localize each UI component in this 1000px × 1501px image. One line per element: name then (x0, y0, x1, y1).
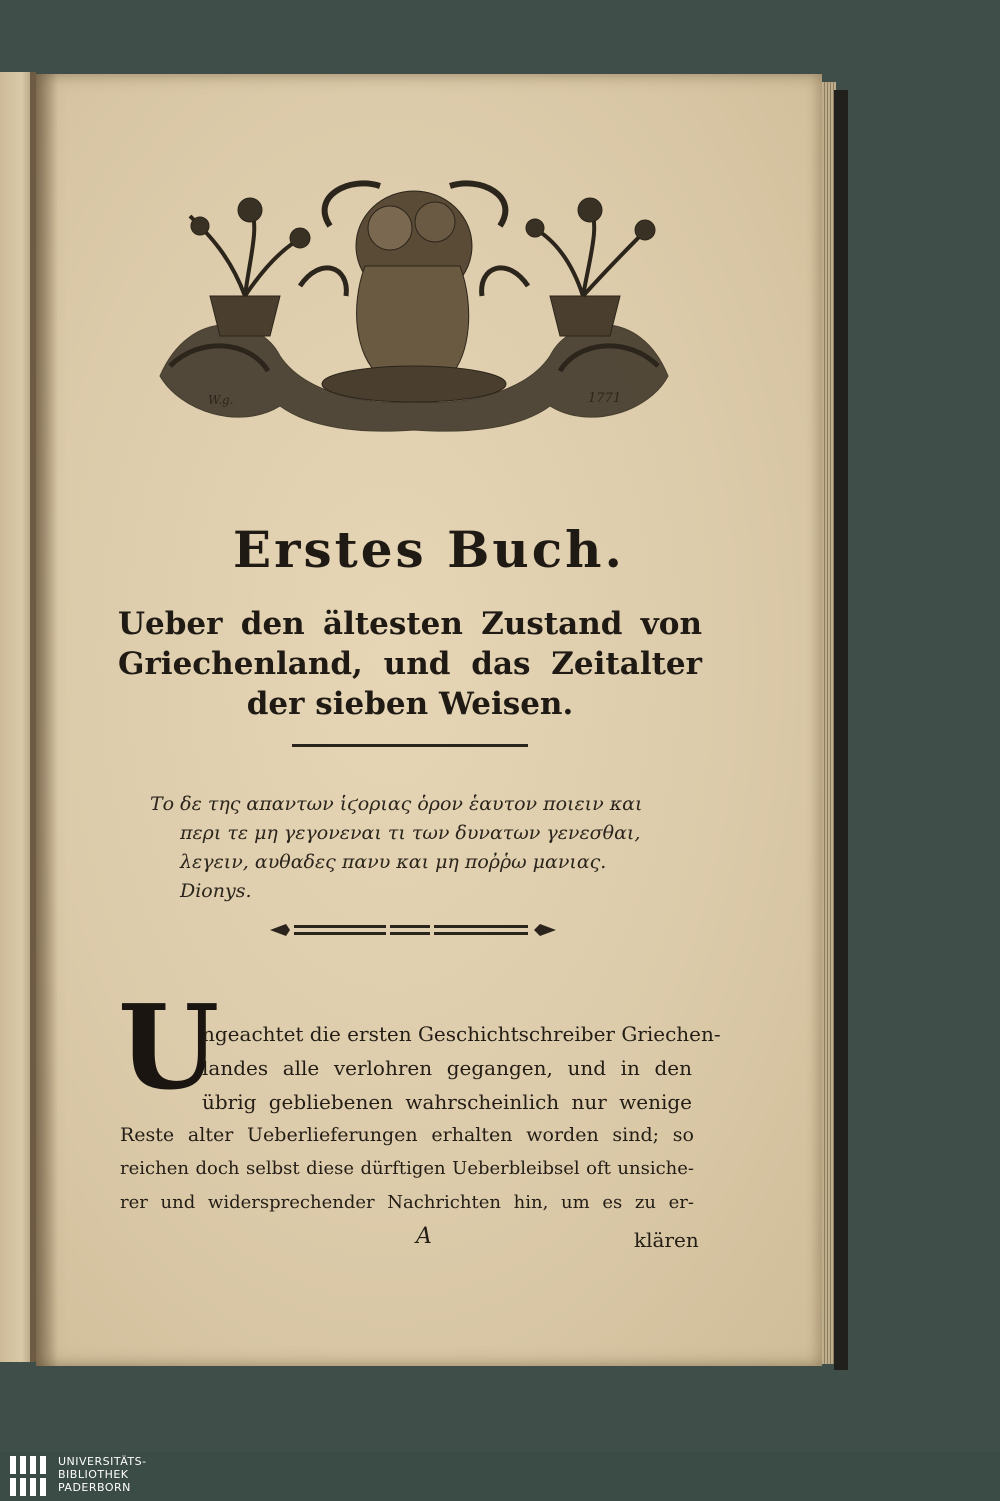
library-name-line: UNIVERSITÄTS- (58, 1455, 147, 1468)
footer-bar (0, 1452, 1000, 1501)
library-name-line: BIBLIOTHEK (58, 1468, 129, 1481)
body-line: reichen doch selbst diese dürftigen Ueberbleibsel oft unsiche- (120, 1158, 694, 1179)
library-logo-icon (8, 1454, 52, 1498)
drop-cap-initial: U (118, 980, 220, 1116)
ornamental-rule-icon (268, 920, 558, 940)
body-line: übrig gebliebenen wahrscheinlich nur wenige (202, 1090, 692, 1114)
divider-rule (292, 744, 528, 747)
vignette-signature: W.g. (208, 393, 234, 407)
catchword: klären (634, 1228, 699, 1252)
vignette-date: 1771 (588, 391, 622, 406)
page-gutter (36, 74, 58, 1366)
chapter-heading: Ueber den ältesten Zustand von Griechenland, und das Zeitalter der sieben Weisen. (118, 606, 702, 722)
epigraph-source: Dionys. (180, 880, 252, 902)
body-line: Reste alter Ueberlieferungen erhalten worden sind; so (120, 1124, 694, 1146)
body-line: landes alle verlohren gegangen, und in den (202, 1056, 692, 1080)
epigraph-line: περι τε μη γεγονεναι τι των δυνατων γενεσθαι, (180, 822, 641, 844)
body-line: ngeachtet die ersten Geschichtschreiber Griechen- (202, 1022, 721, 1046)
putti-ornament-vignette-icon (150, 166, 678, 438)
book-cover-edge (834, 90, 848, 1370)
library-name-line: PADERBORN (58, 1481, 131, 1494)
book-title: Erstes Buch. (233, 520, 625, 579)
library-name (58, 1455, 147, 1494)
signature-mark: A (416, 1224, 432, 1249)
body-line: rer und widersprechender Nachrichten hin, um es zu er- (120, 1192, 694, 1213)
epigraph-line: Το δε της απαντων ἱϛοριας ὁρον ἑαυτον ποιειν και (150, 793, 643, 815)
epigraph (150, 790, 690, 906)
epigraph-line: λεγειν, αυθαδες πανυ και μη ποῤῥω μανιας. (180, 851, 607, 873)
